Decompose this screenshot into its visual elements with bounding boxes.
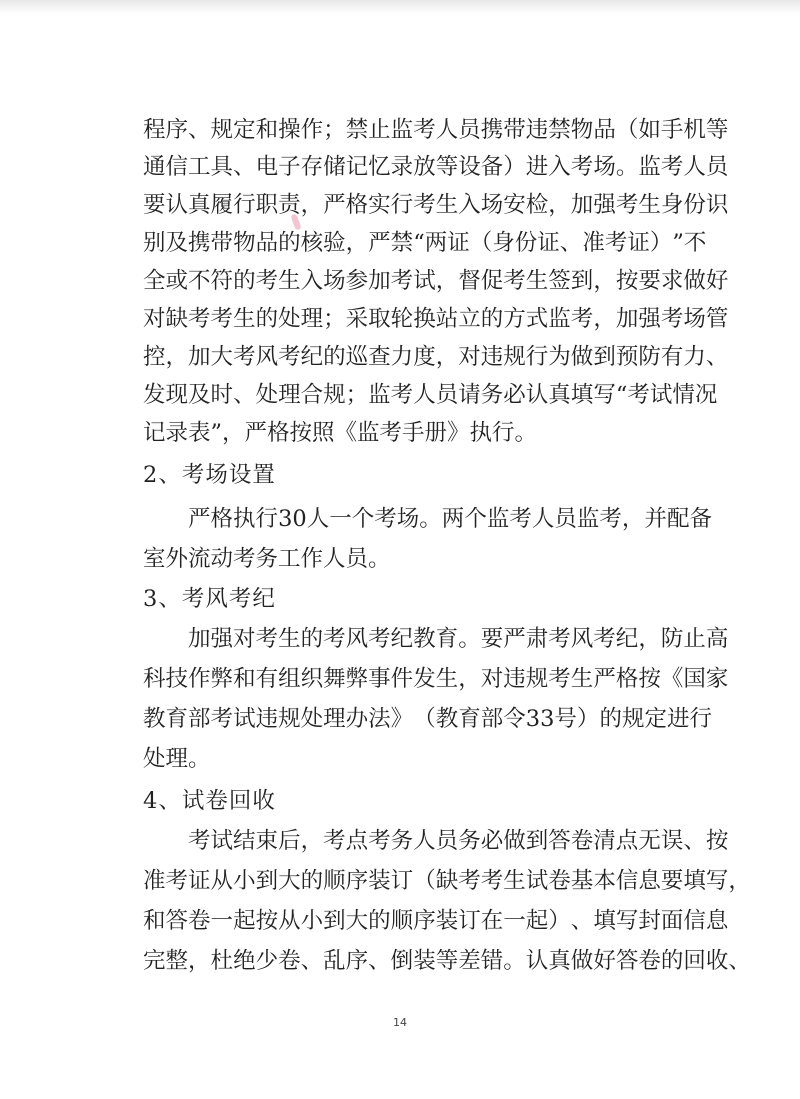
body-line: 教 育 部 考 试 违 规 处 理 办 法 》 （ 教 育 部 令 33 号 ） 的 规 定 进 行 xyxy=(143,706,713,732)
body-line: 通 信 工 具 、 电 子 存 储 记 忆 录 放 等 设 备 ） 进 入 考 场 。 监 考 人 员 xyxy=(143,154,729,180)
body-line: 发 现 及 时 、 处 理 合 规 ； 监 考 人 员 请 务 必 认 真 填 写 “ 考 试 情 况 xyxy=(143,382,718,408)
section-heading: 2、考场设置 xyxy=(143,462,276,488)
body-line: 要 认 真 履 行 职 责 ， 严 格 实 行 考 生 入 场 安 检 ， 加 强 考 生 身 份 识 xyxy=(143,192,729,218)
body-line: 准 考 证 从 小 到 大 的 顺 序 装 订 （ 缺 考 考 生 试 卷 基 本 信 息 要 填 写 ， xyxy=(143,868,751,894)
body-line: 和 答 卷 一 起 按 从 小 到 大 的 顺 序 装 订 在 一 起 ） 、 填 写 封 面 信 息 xyxy=(143,908,729,934)
page-number: 14 xyxy=(393,1016,407,1029)
body-line-last: 记录表”，严格按照《监考手册》执行。 xyxy=(143,420,538,446)
body-line-last: 室外流动考务工作人员。 xyxy=(143,546,391,572)
body-line: 程 序 、 规 定 和 操 作 ； 禁 止 监 考 人 员 携 带 违 禁 物 品 （ 如 手 机 等 xyxy=(143,117,729,143)
scan-edge-shadow xyxy=(0,0,800,14)
body-line: 完 整 ， 杜 绝 少 卷 、 乱 序 、 倒 装 等 差 错 。 认 真 做 好 答 卷 的 回 收 、 xyxy=(143,948,751,974)
body-line: 对 缺 考 考 生 的 处 理 ； 采 取 轮 换 站 立 的 方 式 监 考 ， 加 强 考 场 管 xyxy=(143,306,729,332)
body-line: 加 强 对 考 生 的 考 风 考 纪 教 育 。 要 严 肃 考 风 考 纪 ， 防 止 高 xyxy=(188,626,729,652)
body-line-last: 处理。 xyxy=(143,746,211,772)
body-line: 科 技 作 弊 和 有 组 织 舞 弊 事 件 发 生 ， 对 违 规 考 生 严 格 按 《 国 家 xyxy=(143,666,729,692)
body-line: 考 试 结 束 后 ， 考 点 考 务 人 员 务 必 做 到 答 卷 清 点 无 误 、 按 xyxy=(188,828,729,854)
body-line: 全 或 不 符 的 考 生 入 场 参 加 考 试 ， 督 促 考 生 签 到 ， 按 要 求 做 好 xyxy=(143,268,729,294)
body-line: 严 格 执 行 30 人 一 个 考 场 。 两 个 监 考 人 员 监 考 ， 并 配 备 xyxy=(188,506,712,532)
section-heading: 4、试卷回收 xyxy=(143,788,276,814)
body-line: 控 ， 加 大 考 风 考 纪 的 巡 查 力 度 ， 对 违 规 行 为 做 到 预 防 有 力 、 xyxy=(143,344,729,370)
section-heading: 3、考风考纪 xyxy=(143,586,276,612)
body-line: 别 及 携 带 物 品 的 核 验 ， 严 禁 “ 两 证 （ 身 份 证 、 准 考 证 ） ” 不 xyxy=(143,230,707,256)
